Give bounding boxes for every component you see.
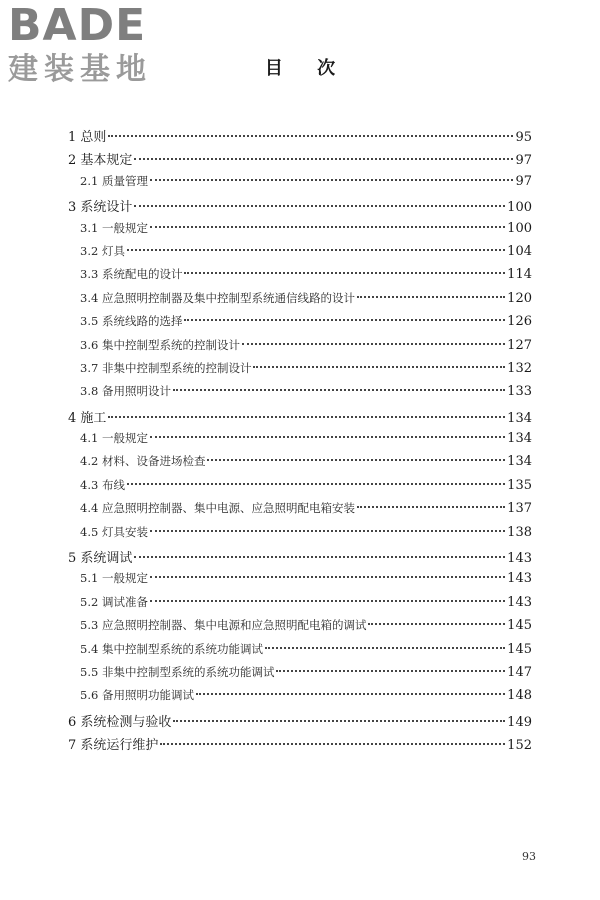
toc-entry-page: 97 <box>515 153 532 169</box>
toc-entry-label: 4.1 一般规定 <box>80 431 148 446</box>
toc-leader-dots <box>127 483 505 485</box>
toc-entry[interactable] <box>68 734 532 757</box>
toc-entry-page: 100 <box>507 200 532 216</box>
toc-entry-label: 5.5 非集中控制型系统的系统功能调试 <box>80 664 275 679</box>
toc-entry-label: 3.4 应急照明控制器及集中控制型系统通信线路的设计 <box>80 290 355 305</box>
toc-entry-label: 5.2 调试准备 <box>80 594 148 609</box>
toc-entry[interactable] <box>68 243 532 266</box>
toc-entry[interactable] <box>68 313 532 336</box>
toc-entry-page: 120 <box>507 290 532 306</box>
toc-entry[interactable] <box>68 500 532 523</box>
toc-leader-dots <box>196 693 505 695</box>
toc-entry-label: 4.3 布线 <box>80 477 125 492</box>
toc-leader-dots <box>253 366 505 368</box>
toc-leader-dots <box>357 506 505 508</box>
toc-entry[interactable] <box>68 173 532 196</box>
toc-leader-dots <box>127 249 505 251</box>
toc-entry[interactable] <box>68 407 532 430</box>
toc-entry-label: 3.3 系统配电的设计 <box>80 267 183 282</box>
toc-entry-label: 4.5 灯具安装 <box>80 524 148 539</box>
toc-entry[interactable] <box>68 383 532 406</box>
toc-leader-dots <box>357 296 505 298</box>
toc-entry[interactable] <box>68 477 532 500</box>
toc-entry-page: 134 <box>507 454 532 470</box>
toc-entry-page: 100 <box>507 220 532 236</box>
toc-entry-label: 5.1 一般规定 <box>80 571 148 586</box>
toc-leader-dots <box>160 743 505 745</box>
toc-entry[interactable] <box>68 126 532 149</box>
toc-entry-label: 5.6 备用照明功能调试 <box>80 688 194 703</box>
logo-wordmark: BADE <box>8 0 147 51</box>
toc-entry-page: 148 <box>507 688 532 704</box>
toc-entry[interactable] <box>68 430 532 453</box>
toc-leader-dots <box>276 670 505 672</box>
toc-leader-dots <box>108 135 513 137</box>
toc-leader-dots <box>134 158 513 160</box>
toc-entry-page: 143 <box>507 551 532 567</box>
toc-entry[interactable] <box>68 290 532 313</box>
toc-entry[interactable] <box>68 711 532 734</box>
toc-entry-label: 3.5 系统线路的选择 <box>80 314 183 329</box>
toc-entry[interactable] <box>68 196 532 219</box>
toc-entry-page: 127 <box>507 337 532 353</box>
toc-entry-page: 95 <box>515 130 532 145</box>
toc-entry-page: 145 <box>507 641 532 657</box>
toc-entry[interactable] <box>68 337 532 360</box>
bade-logo <box>8 2 178 94</box>
toc-entry-page: 143 <box>507 571 532 587</box>
toc-entry-label: 5.4 集中控制型系统的系统功能调试 <box>80 641 263 656</box>
toc-entry[interactable] <box>68 641 532 664</box>
toc-entry-page: 104 <box>507 243 532 259</box>
toc-entry[interactable] <box>68 687 532 710</box>
toc-entry-page: 135 <box>507 477 532 493</box>
toc-entry[interactable] <box>68 266 532 289</box>
table-of-contents <box>68 126 532 758</box>
toc-entry-label: 3 系统设计 <box>68 200 133 216</box>
toc-entry-page: 97 <box>515 173 532 189</box>
toc-entry-label: 4.4 应急照明控制器、集中电源、应急照明配电箱安装 <box>80 501 355 516</box>
toc-entry-page: 134 <box>507 431 532 447</box>
toc-leader-dots <box>108 416 505 418</box>
toc-entry[interactable] <box>68 570 532 593</box>
page-title: 目 次 <box>264 58 350 79</box>
toc-entry[interactable] <box>68 149 532 172</box>
toc-entry-label: 2 基本规定 <box>68 153 133 169</box>
toc-entry[interactable] <box>68 664 532 687</box>
toc-entry[interactable] <box>68 524 532 547</box>
toc-leader-dots <box>184 319 505 321</box>
toc-entry-label: 1 总则 <box>68 130 107 145</box>
toc-entry-page: 126 <box>507 314 532 330</box>
toc-leader-dots <box>184 272 505 274</box>
toc-entry-label: 5 系统调试 <box>68 551 133 567</box>
logo-subtitle: 建装基地 <box>8 52 152 87</box>
toc-entry-page: 132 <box>507 360 532 376</box>
toc-leader-dots <box>207 459 505 461</box>
toc-leader-dots <box>150 179 514 181</box>
toc-leader-dots <box>368 623 505 625</box>
toc-leader-dots <box>150 600 505 602</box>
toc-entry-page: 149 <box>507 714 532 730</box>
toc-leader-dots <box>134 205 505 207</box>
toc-leader-dots <box>265 647 505 649</box>
toc-entry-page: 137 <box>507 501 532 517</box>
toc-entry-page: 133 <box>507 384 532 400</box>
toc-leader-dots <box>173 389 505 391</box>
toc-entry-label: 3.8 备用照明设计 <box>80 384 171 399</box>
toc-leader-dots <box>150 530 505 532</box>
toc-leader-dots <box>150 436 505 438</box>
toc-leader-dots <box>242 343 505 345</box>
toc-entry[interactable] <box>68 220 532 243</box>
toc-entry-page: 138 <box>507 524 532 540</box>
page-number: 93 <box>522 850 536 863</box>
toc-entry-label: 4.2 材料、设备进场检查 <box>80 454 206 469</box>
toc-entry-label: 3.6 集中控制型系统的控制设计 <box>80 337 240 352</box>
toc-leader-dots <box>173 720 505 722</box>
toc-entry-label: 6 系统检测与验收 <box>68 714 172 730</box>
toc-entry-page: 145 <box>507 618 532 634</box>
toc-leader-dots <box>150 576 505 578</box>
toc-entry-page: 114 <box>507 267 532 283</box>
toc-leader-dots <box>150 226 505 228</box>
toc-entry-label: 3.2 灯具 <box>80 243 125 258</box>
toc-entry-page: 134 <box>507 410 532 426</box>
toc-entry-page: 147 <box>507 664 532 680</box>
toc-entry-page: 152 <box>507 738 532 754</box>
toc-entry-label: 3.7 非集中控制型系统的控制设计 <box>80 360 252 375</box>
toc-entry[interactable] <box>68 360 532 383</box>
toc-entry[interactable] <box>68 547 532 570</box>
toc-entry-label: 3.1 一般规定 <box>80 220 148 235</box>
toc-entry[interactable] <box>68 594 532 617</box>
toc-entry-label: 2.1 质量管理 <box>80 173 148 188</box>
toc-entry-page: 143 <box>507 594 532 610</box>
toc-entry-label: 7 系统运行维护 <box>68 738 159 754</box>
toc-entry[interactable] <box>68 617 532 640</box>
toc-entry[interactable] <box>68 453 532 476</box>
toc-entry-label: 5.3 应急照明控制器、集中电源和应急照明配电箱的调试 <box>80 618 367 633</box>
toc-leader-dots <box>134 556 505 558</box>
toc-entry-label: 4 施工 <box>68 410 107 426</box>
